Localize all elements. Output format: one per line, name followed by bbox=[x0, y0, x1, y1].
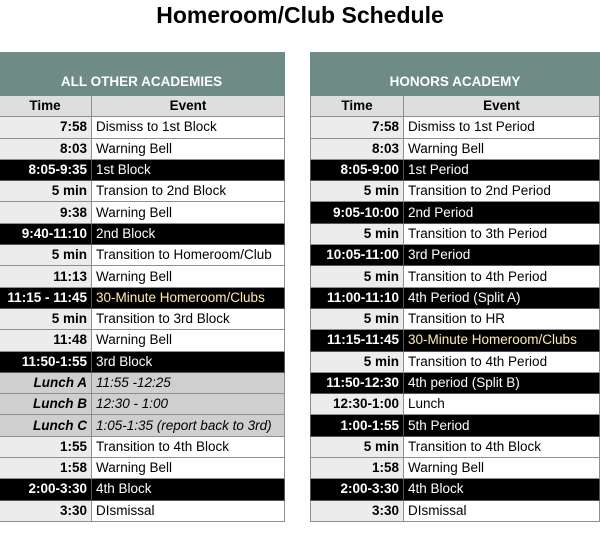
schedule-event-cell: Transition to 3th Period bbox=[404, 223, 600, 244]
schedule-time-cell: 9:05-10:00 bbox=[311, 202, 404, 223]
schedule-row bbox=[0, 181, 285, 202]
schedule-row bbox=[311, 479, 600, 500]
schedule-row bbox=[311, 500, 600, 521]
schedule-event-cell: Dismiss to 1st Block bbox=[92, 117, 285, 138]
schedule-row bbox=[311, 202, 600, 223]
schedule-row bbox=[311, 117, 600, 138]
schedule-time-cell: 11:48 bbox=[0, 330, 92, 351]
schedule-time-cell: 11:50-1:55 bbox=[0, 351, 92, 372]
schedule-event-cell: Transition to 4th Block bbox=[404, 436, 600, 457]
event-column-header: Event bbox=[404, 96, 600, 117]
schedule-time-cell: 9:40-11:10 bbox=[0, 223, 92, 244]
schedule-event-cell: Transition to 2nd Period bbox=[404, 181, 600, 202]
schedule-row bbox=[0, 394, 285, 415]
schedule-event-cell: Warning Bell bbox=[92, 458, 285, 479]
schedule-row bbox=[311, 330, 600, 351]
schedule-time-cell: 9:38 bbox=[0, 202, 92, 223]
table-heading: ALL OTHER ACADEMIES bbox=[0, 53, 285, 96]
schedule-row bbox=[311, 287, 600, 308]
schedule-row bbox=[311, 308, 600, 329]
schedule-event-cell: 5th Period bbox=[404, 415, 600, 436]
schedule-time-cell: 8:05-9:35 bbox=[0, 159, 92, 180]
schedule-time-cell: 11:13 bbox=[0, 266, 92, 287]
schedule-row bbox=[0, 415, 285, 436]
schedule-time-cell: 1:58 bbox=[0, 458, 92, 479]
page-title: Homeroom/Club Schedule bbox=[156, 2, 444, 28]
column-header-row bbox=[311, 96, 600, 117]
schedule-event-cell: 4th Block bbox=[92, 479, 285, 500]
schedule-row bbox=[311, 159, 600, 180]
schedule-row bbox=[311, 415, 600, 436]
schedule-time-cell: Lunch C bbox=[0, 415, 92, 436]
schedule-time-cell: 8:03 bbox=[0, 138, 92, 159]
schedule-time-cell: 5 min bbox=[0, 181, 92, 202]
schedule-time-cell: 12:30-1:00 bbox=[311, 394, 404, 415]
schedule-event-cell: Transition to 4th Period bbox=[404, 266, 600, 287]
table-heading: HONORS ACADEMY bbox=[311, 53, 600, 96]
schedule-event-cell: DIsmissal bbox=[404, 500, 600, 521]
schedule-row bbox=[0, 245, 285, 266]
schedule-row bbox=[311, 223, 600, 244]
schedule-time-cell: 5 min bbox=[311, 436, 404, 457]
schedule-event-cell: 4th Period (Split A) bbox=[404, 287, 600, 308]
schedule-event-cell: Lunch bbox=[404, 394, 600, 415]
schedule-event-cell: 1st Block bbox=[92, 159, 285, 180]
time-column-header: Time bbox=[0, 96, 92, 117]
schedule-time-cell: 11:15-11:45 bbox=[311, 330, 404, 351]
schedule-row bbox=[0, 138, 285, 159]
schedule-row bbox=[0, 287, 285, 308]
schedule-time-cell: 7:58 bbox=[311, 117, 404, 138]
time-column-header: Time bbox=[311, 96, 404, 117]
schedule-event-cell: Warning Bell bbox=[92, 266, 285, 287]
schedule-row bbox=[0, 308, 285, 329]
schedule-event-cell: Transition to 4th Block bbox=[92, 436, 285, 457]
schedule-time-cell: 10:05-11:00 bbox=[311, 245, 404, 266]
schedule-time-cell: 5 min bbox=[0, 245, 92, 266]
schedule-row bbox=[0, 500, 285, 521]
schedule-event-cell: 11:55 -12:25 bbox=[92, 372, 285, 393]
schedule-time-cell: 1:58 bbox=[311, 458, 404, 479]
schedule-row bbox=[0, 266, 285, 287]
schedule-time-cell: 5 min bbox=[311, 266, 404, 287]
schedule-event-cell: 12:30 - 1:00 bbox=[92, 394, 285, 415]
schedule-time-cell: 2:00-3:30 bbox=[311, 479, 404, 500]
schedule-event-cell: Warning Bell bbox=[404, 138, 600, 159]
schedule-event-cell: 2nd Period bbox=[404, 202, 600, 223]
schedule-event-cell: DIsmissal bbox=[92, 500, 285, 521]
schedule-row bbox=[311, 372, 600, 393]
schedule-event-cell: 1st Period bbox=[404, 159, 600, 180]
schedule-row bbox=[311, 351, 600, 372]
schedule-event-cell: Transion to 2nd Block bbox=[92, 181, 285, 202]
schedule-event-cell: 30-Minute Homeroom/Clubs bbox=[92, 287, 285, 308]
schedule-row bbox=[311, 436, 600, 457]
schedule-event-cell: Warning Bell bbox=[92, 138, 285, 159]
schedule-time-cell: 11:15 - 11:45 bbox=[0, 287, 92, 308]
schedule-time-cell: 11:50-12:30 bbox=[311, 372, 404, 393]
schedule-time-cell: 3:30 bbox=[0, 500, 92, 521]
schedule-row bbox=[0, 436, 285, 457]
schedule-event-cell: 2nd Block bbox=[92, 223, 285, 244]
schedule-time-cell: 7:58 bbox=[0, 117, 92, 138]
schedule-time-cell: 1:00-1:55 bbox=[311, 415, 404, 436]
schedule-event-cell: 4th period (Split B) bbox=[404, 372, 600, 393]
schedule-event-cell: Warning Bell bbox=[92, 202, 285, 223]
schedule-time-cell: 1:55 bbox=[0, 436, 92, 457]
column-header-row bbox=[0, 96, 285, 117]
schedule-time-cell: 8:03 bbox=[311, 138, 404, 159]
schedule-row bbox=[311, 458, 600, 479]
schedule-event-cell: Transition to 4th Period bbox=[404, 351, 600, 372]
table-heading-row bbox=[0, 53, 285, 96]
all-other-academies-table bbox=[0, 52, 285, 522]
table-heading-row bbox=[311, 53, 600, 96]
schedule-row bbox=[311, 138, 600, 159]
schedule-event-cell: Warning Bell bbox=[92, 330, 285, 351]
schedule-event-cell: Transition to Homeroom/Club bbox=[92, 245, 285, 266]
honors-academy-table bbox=[310, 52, 600, 522]
schedule-event-cell: 30-Minute Homeroom/Clubs bbox=[404, 330, 600, 351]
schedule-row bbox=[0, 159, 285, 180]
schedule-time-cell: 5 min bbox=[311, 223, 404, 244]
schedule-row bbox=[311, 181, 600, 202]
schedule-row bbox=[0, 372, 285, 393]
schedule-event-cell: Transition to 3rd Block bbox=[92, 308, 285, 329]
schedule-time-cell: 5 min bbox=[311, 181, 404, 202]
schedule-row bbox=[0, 117, 285, 138]
schedule-row bbox=[311, 245, 600, 266]
schedule-time-cell: Lunch B bbox=[0, 394, 92, 415]
schedule-time-cell: 11:00-11:10 bbox=[311, 287, 404, 308]
schedule-row bbox=[311, 266, 600, 287]
schedule-event-cell: 4th Block bbox=[404, 479, 600, 500]
event-column-header: Event bbox=[92, 96, 285, 117]
schedule-row bbox=[0, 202, 285, 223]
schedule-event-cell: 1:05-1:35 (report back to 3rd) bbox=[92, 415, 285, 436]
schedule-row bbox=[0, 479, 285, 500]
schedule-row bbox=[0, 458, 285, 479]
schedule-event-cell: Warning Bell bbox=[404, 458, 600, 479]
schedule-event-cell: 3rd Block bbox=[92, 351, 285, 372]
schedule-row bbox=[0, 351, 285, 372]
schedule-time-cell: 5 min bbox=[0, 308, 92, 329]
schedule-time-cell: 8:05-9:00 bbox=[311, 159, 404, 180]
schedule-row bbox=[0, 330, 285, 351]
schedule-event-cell: Dismiss to 1st Period bbox=[404, 117, 600, 138]
schedule-time-cell: 5 min bbox=[311, 308, 404, 329]
schedule-event-cell: Transition to HR bbox=[404, 308, 600, 329]
schedule-time-cell: 2:00-3:30 bbox=[0, 479, 92, 500]
schedule-row bbox=[311, 394, 600, 415]
schedule-event-cell: 3rd Period bbox=[404, 245, 600, 266]
schedule-row bbox=[0, 223, 285, 244]
schedule-time-cell: 5 min bbox=[311, 351, 404, 372]
schedule-time-cell: 3:30 bbox=[311, 500, 404, 521]
schedule-time-cell: Lunch A bbox=[0, 372, 92, 393]
